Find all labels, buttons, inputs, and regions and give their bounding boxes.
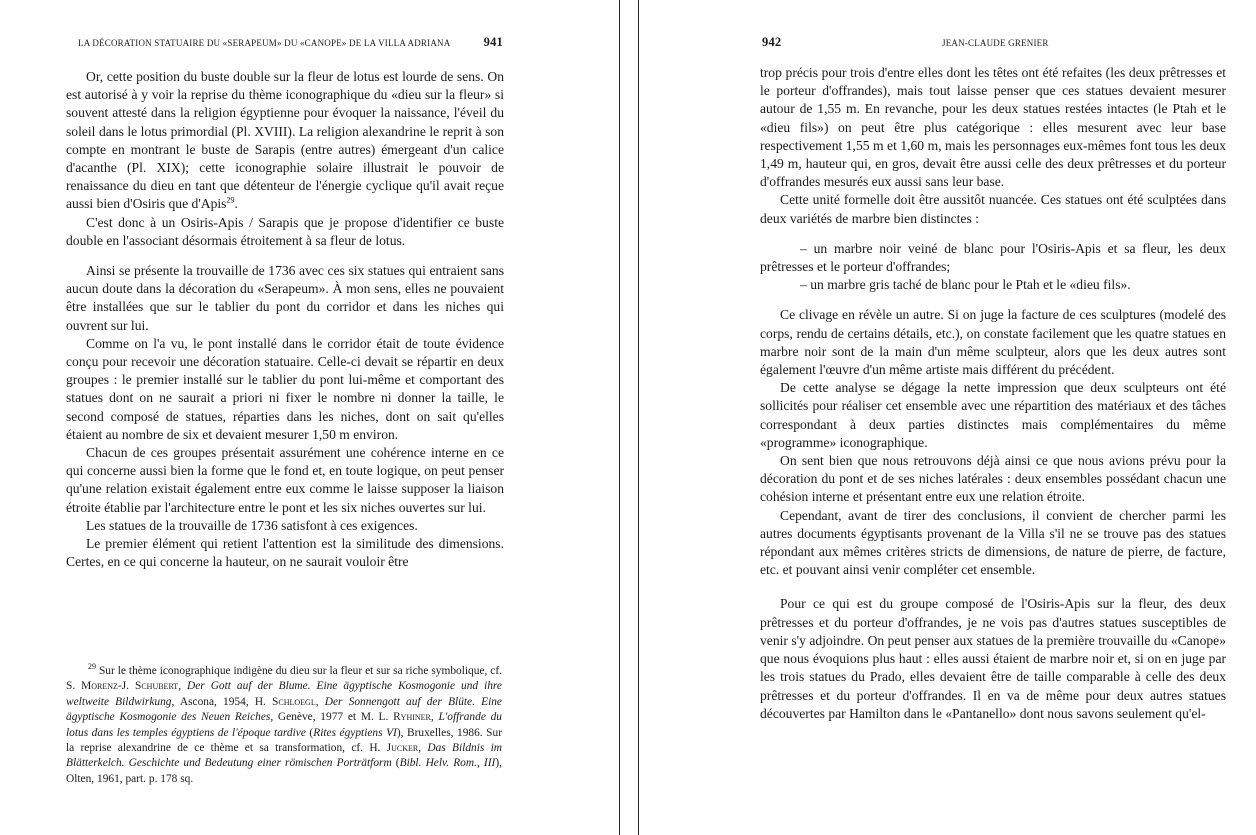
right-page-number: 942 xyxy=(762,35,782,49)
paragraph: C'est donc à un Osiris-Apis / Sarapis que je propose d'identifier ce buste double en l'associant désormais étroitement à sa fleur de lotus. xyxy=(66,214,504,248)
paragraph: Ce clivage en révèle un autre. Si on juge la facture de ces sculptures (modelé des corps, rendu de certains détails, etc.), on constate facilement que les quatre statues en marbre noir sont de la main d'un même sculpteur, alors que les deux autres sont également l'œuvre d'un même artiste mais différent du précédent. xyxy=(760,307,1226,378)
gutter-rule-right xyxy=(638,0,639,835)
left-page-number: 941 xyxy=(483,35,503,49)
right-header-author: JEAN-CLAUDE GRENIER xyxy=(942,38,1049,48)
footnote-reference[interactable]: 29 xyxy=(226,195,235,205)
paragraph: Cependant, avant de tirer des conclusions, il convient de chercher parmi les autres documents égyptisants provenant de la Villa s'il ne se trouve pas des statues répondant aux mêmes critères stricts de dimensions, de nature de pierre, de facture, etc. et pouvant ainsi venir compléter cet ensemble. xyxy=(760,507,1226,578)
paragraph: Le premier élément qui retient l'attention est la similitude des dimensions. Certes, en ce qui concerne la hauteur, on ne saurait vouloir être xyxy=(66,536,504,570)
paragraph: On sent bien que nous retrouvons déjà ainsi ce que nous avions prévu pour la décoration du pont et de ses niches latérales : deux ensembles possédant chacun une cohésion interne et présentant entre eux une relation étroite. xyxy=(760,453,1226,505)
left-header-title: LA DÉCORATION STATUAIRE DU «SERAPEUM» DU «CANOPE» DE LA VILLA ADRIANA xyxy=(78,38,451,48)
left-body-text xyxy=(66,68,504,571)
footnote-number: 29 xyxy=(88,662,96,672)
right-page xyxy=(640,0,1256,835)
paragraph: Les statues de la trouvaille de 1736 satisfont à ces exigences. xyxy=(86,517,418,533)
paragraph: Comme on l'a vu, le pont installé dans le corridor était de toute évidence conçu pour recevoir une décoration statuaire. Celle-ci devait se répartir en deux groupes : le premier installé sur le tablier du pont lui-même et comportant des statues dont on ne saurait a priori ni fixer le nombre ni donner la taille, le second composé de statues, réparties dans les niches, dont on sait qu'elles étaient au nombre de six et devaient mesurer 1,50 m environ. xyxy=(66,335,504,442)
gutter-rule-left xyxy=(619,0,620,835)
paragraph: trop précis pour trois d'entre elles dont les têtes ont été refaites (les deux prêtresses et le porteur d'offrandes), mais tout laisse penser que ces statues devaient mesurer autour de 1,55 m. En revanche, pour les deux statues restées intactes (le Ptah et le «dieu fils») on peut être plus catégorique : elles mesurent avec leur base respectivement 1,55 m et 1,60 m, mais les personnages eux-mêmes font tous les deux 1,49 m, hauteur qui, en gros, devait être aussi celle des deux prêtresses et du porteur d'offrandes mesurés eux aussi sans leur base. xyxy=(760,65,1226,190)
right-body-text xyxy=(760,64,1226,723)
paragraph: Ainsi se présente la trouvaille de 1736 avec ces six statues qui entraient sans aucun doute dans la décoration du «Serapeum». À mon sens, elles ne pouvaient être installées que sur le tablier du pont du corridor et dans les niches qui ouvrent sur lui. xyxy=(66,263,504,333)
left-running-header xyxy=(78,36,503,52)
right-running-header xyxy=(758,36,1228,52)
paragraph: Chacun de ces groupes présentait assurément une cohérence interne en ce qui concerne aussi bien la forme que le fond et, en toute logique, on peut penser qu'une relation existait également entre eux comme le laisse supposer la liaison étroite établie par l'architecture entre le pont et les six niches ouvertes sur lui. xyxy=(66,445,504,515)
paragraph: Pour ce qui est du groupe composé de l'Osiris-Apis sur la fleur, des deux prêtresses et du porteur d'offrandes, je ne vois pas d'autres statues susceptibles de venir s'y adjoindre. On peut penser aux statues de la première trouvaille du «Canope» que nous évoquions plus haut : elles aussi étaient de marbre noir et, si on en juge par les trois statues du Prado, elles devaient être de taille comparable à celle des deux prêtresses et du porteur d'offrandes. Il en va de même pour deux autres statues découvertes par Hamilton dans le «Pantanello» dont nous savons seulement qu'el- xyxy=(760,596,1226,721)
paragraph: Cette unité formelle doit être aussitôt nuancée. Ces statues ont été sculptées dans deux variétés de marbre bien distinctes : xyxy=(760,192,1226,226)
paragraph: Or, cette position du buste double sur la fleur de lotus est lourde de sens. On est autorisé à y voir la reprise du thème iconographique du «dieu sur la fleur» si souvent attesté dans la religion égyptienne pour évoquer la naissance, l'éveil du soleil dans le lotus primordial (Pl. XVIII). La religion alexandrine le reprit à son compte en montrant le buste de Sarapis (entre autres) émergeant d'un calice d'acanthe (Pl. XIX); cette iconographie solaire illustrait le pouvoir de renaissance du dieu en tant que détenteur de l'énergie cyclique qu'il avait reçue aussi bien d'Osiris que d'Apis$^{29}$. xyxy=(66,69,504,212)
list-item: – un marbre gris taché de blanc pour le Ptah et le «dieu fils». xyxy=(800,277,1131,293)
footnote: $^{29}$ Sur le thème iconographique indigène du dieu sur la fleur et sur sa riche symbolique, cf. S. Morenz-J. Schubert, Der Gott auf der Blume. Eine ägyptische Kosmogonie und ihre weltweite Bildwirkung, Ascona, 1954, H. Schloegl, Der Sonnengott auf der Blüte. Eine ägyptische Kosmogonie des Neuen Reiches, Genève, 1977 et M. L. Ryhiner, L'offrande du lotus dans les temples égyptiens de l'époque tardive (Rites égyptiens VI), Bruxelles, 1986. Sur la reprise alexandrine de ce thème et sa transformation, cf. H. Jucker, Das Bildnis im Blätterkelch. Geschichte und Bedeutung einer römischen Porträtform (Bibl. Helv. Rom., III), Olten, 1961, part. p. 178 sq. xyxy=(66,662,503,785)
left-page xyxy=(0,0,618,835)
list-item: – un marbre noir veiné de blanc pour l'Osiris-Apis et sa fleur, les deux prêtresses et le porteur d'offrandes; xyxy=(760,240,1226,275)
book-gutter xyxy=(619,0,639,835)
paragraph: De cette analyse se dégage la nette impression que deux sculpteurs ont été sollicités pour réaliser cet ensemble avec une répartition des matériaux et des tâches correspondant à deux parties distinctes mais complémentaires du même «programme» iconographique. xyxy=(760,380,1226,450)
